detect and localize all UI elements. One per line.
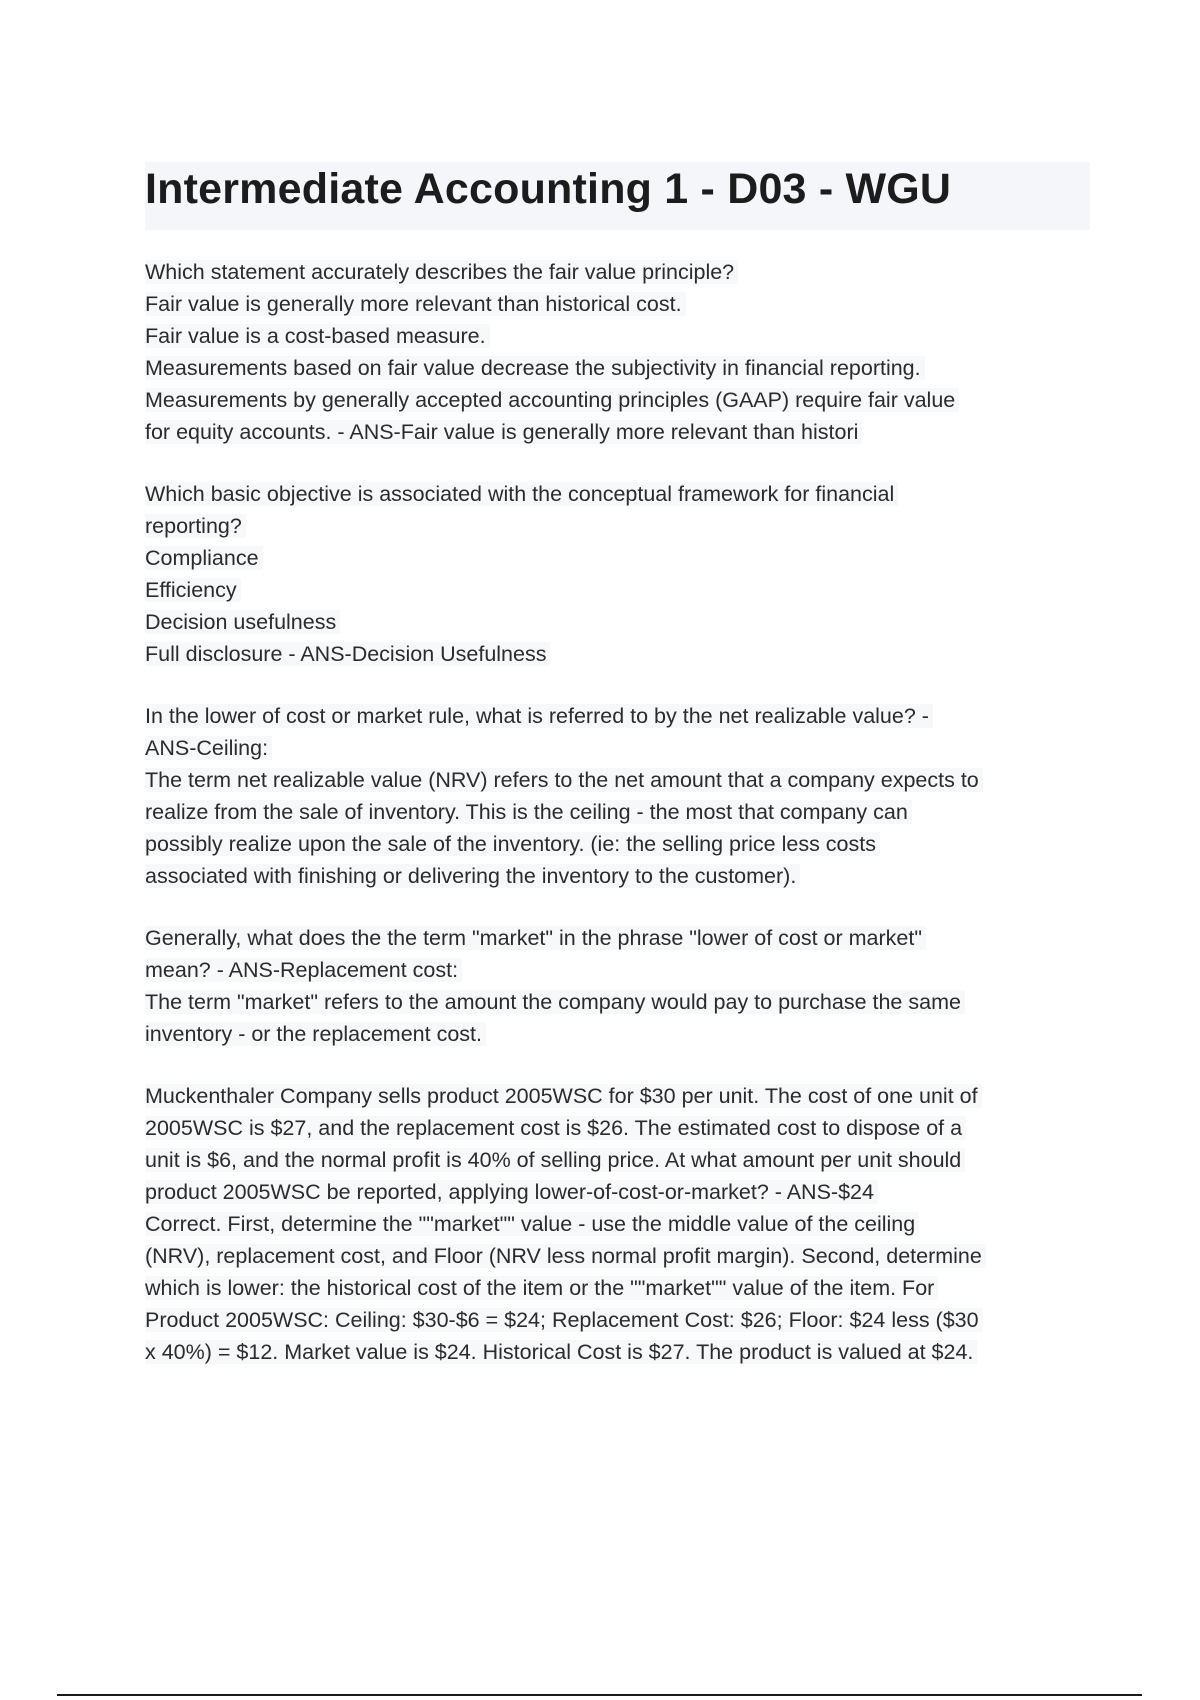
- qa-block-fair-value: [145, 256, 1100, 448]
- text-line: Which basic objective is associated with the conceptual framework for financial: [145, 478, 1100, 510]
- text-line: possibly realize upon the sale of the inventory. (ie: the selling price less costs: [145, 828, 1100, 860]
- text-line: Decision usefulness: [145, 606, 1100, 638]
- text-line: unit is $6, and the normal profit is 40% of selling price. At what amount per unit should: [145, 1144, 1100, 1176]
- text-line: Fair value is generally more relevant than historical cost.: [145, 288, 1100, 320]
- qa-block-conceptual-framework: [145, 478, 1100, 670]
- text-line: Compliance: [145, 542, 1100, 574]
- page-bottom-rule: [57, 1694, 1142, 1696]
- text-line: In the lower of cost or market rule, what is referred to by the net realizable value? -: [145, 700, 1100, 732]
- text-line: product 2005WSC be reported, applying lower-of-cost-or-market? - ANS-$24: [145, 1176, 1100, 1208]
- text-line: ANS-Ceiling:: [145, 732, 1100, 764]
- text-line: Which statement accurately describes the fair value principle?: [145, 256, 1100, 288]
- text-line: associated with finishing or delivering the inventory to the customer).: [145, 860, 1100, 892]
- text-line: realize from the sale of inventory. This is the ceiling - the most that company can: [145, 796, 1100, 828]
- text-line: for equity accounts. - ANS-Fair value is generally more relevant than histori: [145, 416, 1100, 448]
- qa-block-lcm-example: [145, 1080, 1100, 1368]
- page-title: Intermediate Accounting 1 - D03 - WGU: [145, 165, 952, 213]
- text-line: 2005WSC is $27, and the replacement cost is $26. The estimated cost to dispose of a: [145, 1112, 1100, 1144]
- text-line: The term net realizable value (NRV) refers to the net amount that a company expects to: [145, 764, 1100, 796]
- text-line: Correct. First, determine the ""market"" value - use the middle value of the ceiling: [145, 1208, 1100, 1240]
- text-line: Product 2005WSC: Ceiling: $30-$6 = $24; Replacement Cost: $26; Floor: $24 less ($30: [145, 1304, 1100, 1336]
- text-line: Efficiency: [145, 574, 1100, 606]
- text-line: Muckenthaler Company sells product 2005WSC for $30 per unit. The cost of one unit of: [145, 1080, 1100, 1112]
- text-line: Fair value is a cost-based measure.: [145, 320, 1100, 352]
- text-line: mean? - ANS-Replacement cost:: [145, 954, 1100, 986]
- qa-block-market-term: [145, 922, 1100, 1050]
- text-line: inventory - or the replacement cost.: [145, 1018, 1100, 1050]
- text-line: x 40%) = $12. Market value is $24. Historical Cost is $27. The product is valued at $24.: [145, 1336, 1100, 1368]
- document-body: [145, 256, 1100, 1398]
- text-line: The term "market" refers to the amount the company would pay to purchase the same: [145, 986, 1100, 1018]
- text-line: Measurements by generally accepted accounting principles (GAAP) require fair value: [145, 384, 1100, 416]
- text-line: Measurements based on fair value decrease the subjectivity in financial reporting.: [145, 352, 1100, 384]
- text-line: which is lower: the historical cost of the item or the ""market"" value of the item. For: [145, 1272, 1100, 1304]
- text-line: Generally, what does the the term "market" in the phrase "lower of cost or market": [145, 922, 1100, 954]
- qa-block-net-realizable-value: [145, 700, 1100, 892]
- text-line: Full disclosure - ANS-Decision Usefulness: [145, 638, 1100, 670]
- text-line: reporting?: [145, 510, 1100, 542]
- text-line: (NRV), replacement cost, and Floor (NRV less normal profit margin). Second, determine: [145, 1240, 1100, 1272]
